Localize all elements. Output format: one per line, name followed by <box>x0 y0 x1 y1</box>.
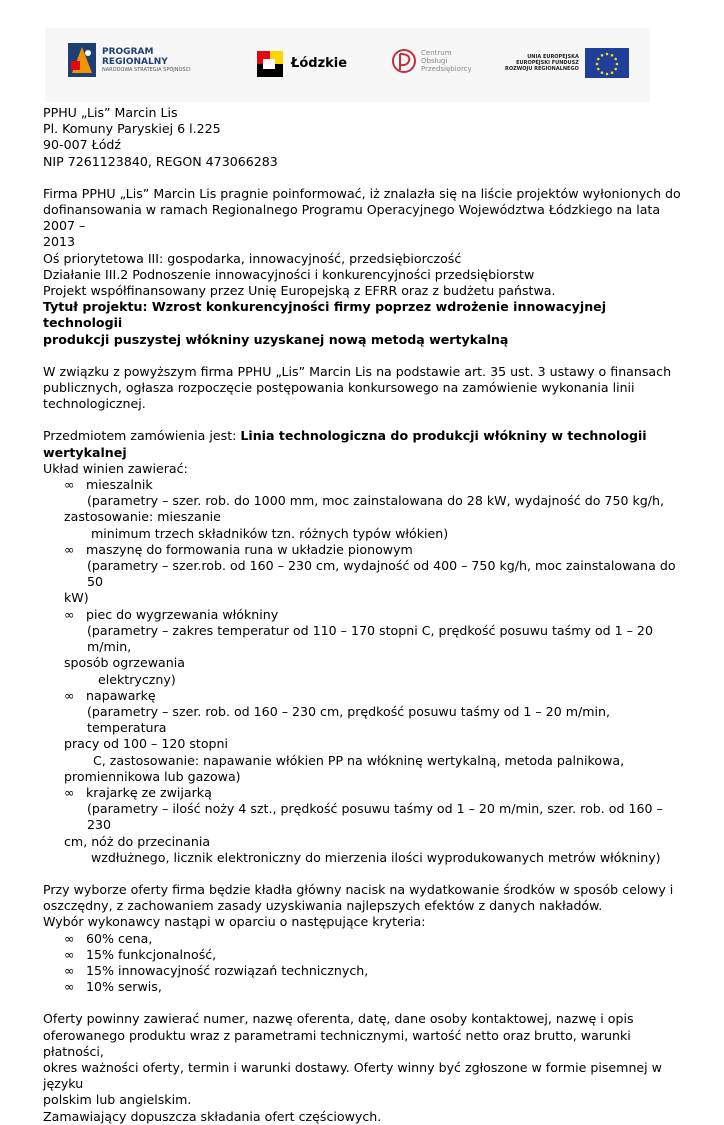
address-line: PPHU „Lis” Marcin Lis <box>43 105 178 120</box>
bullet-icon: ∞ <box>64 979 75 995</box>
cofinancing: Projekt współfinansowany przez Unię Europejską z EFRR oraz z budżetu państwa. <box>43 283 556 299</box>
item-params: wzdłużnego, licznik elektroniczny do mierzenia ilości wyprodukowanych metrów włókniny) <box>91 849 661 865</box>
offers-line: Zamawiający dopuszcza składania ofert częściowych. <box>43 1108 382 1124</box>
cop-line-3: Przedsiębiorcy <box>421 65 472 73</box>
offers-line: oferowanego produktu wraz z parametrami technicznymi, wartość netto oraz brutto, warunki płatności, <box>43 1027 631 1059</box>
item-params: (parametry – zakres temperatur od 110 – 170 stopni C, prędkość posuwu taśmy od 1 – 20 m/min, <box>87 622 653 655</box>
cop-line-2: Obsługi <box>421 57 448 65</box>
item-params: kW) <box>64 590 89 606</box>
item-params: promiennikowa lub gazowa) <box>64 768 241 784</box>
priority-axis: Oś priorytetowa III: gospodarka, innowacyjność, przedsiębiorczość <box>43 250 462 266</box>
list-item <box>43 542 683 558</box>
criterion-label: 15% funkcjonalność, <box>86 946 217 962</box>
lodzkie-logo <box>257 51 347 77</box>
item-params: C, zastosowanie: napawanie włókien PP na włókninę wertykalną, metoda palnikowa, <box>93 752 625 768</box>
list-item <box>43 785 683 801</box>
cop-line-1: Centrum <box>421 49 452 57</box>
bullet-icon: ∞ <box>64 946 75 962</box>
bullet-icon: ∞ <box>64 930 75 946</box>
project-title-cont: produkcji puszystej włókniny uzyskanej nową metodą wertykalną <box>43 331 509 347</box>
list-item <box>43 477 683 493</box>
subject-bold: Linia technologiczna do produkcji włókniny w technologii <box>240 428 647 444</box>
address-line: 90-007 Łódź <box>43 137 121 153</box>
notice-line: W związku z powyższym firma PPHU „Lis” Marcin Lis na podstawie art. 35 ust. 3 ustawy o finansach <box>43 363 672 379</box>
intro-block <box>43 186 683 348</box>
selection-line: Przy wyborze oferty firma będzie kładła główny nacisk na wydatkowanie środków w sposób celowy i <box>43 881 674 897</box>
criterion-label: 15% innowacyjność rozwiązań technicznych, <box>86 962 369 978</box>
subject-block <box>43 428 683 865</box>
bullet-icon: ∞ <box>64 606 75 622</box>
bullet-icon: ∞ <box>64 784 75 800</box>
item-params: zastosowanie: mieszanie <box>64 509 221 525</box>
criterion-label: 10% serwis, <box>86 979 162 995</box>
offers-line: okres ważności oferty, termin i warunki dostawy. Oferty winny być zgłoszone w formie pisemnej w języku <box>43 1059 662 1092</box>
subject-line <box>43 428 683 444</box>
item-params: (parametry – szer.rob. od 160 – 230 cm, wydajność od 400 – 750 kg/h, moc zainstalowana do 50 <box>87 558 676 590</box>
selection-line: oszczędny, z zachowaniem zasady uzyskiwania najlepszych efektów z danych nakładów. <box>43 898 603 914</box>
program-regionalny-icon <box>68 43 96 77</box>
document-body <box>43 105 683 1125</box>
item-params: (parametry – szer. rob. od 160 – 230 cm, prędkość posuwu taśmy od 1 – 20 m/min, temperatura <box>87 703 610 736</box>
selection-block <box>43 882 683 995</box>
ue-line-3: ROZWOJU REGIONALNEGO <box>505 66 579 72</box>
address-block <box>43 105 683 170</box>
bullet-icon: ∞ <box>64 687 75 703</box>
intro-line: Firma PPHU „Lis” Marcin Lis pragnie poinformować, iż znalazła się na liście projektów wyłonionych do <box>43 185 681 201</box>
item-params: (parametry – szer. rob. do 1000 mm, moc zainstalowana do 28 kW, wydajność do 750 kg/h, <box>87 493 664 509</box>
eu-flag-icon <box>585 48 629 78</box>
item-params: (parametry – ilość noży 4 szt., prędkość posuwu taśmy od 1 – 20 m/min, szer. rob. od 160 – 230 <box>87 801 663 833</box>
ue-line-2: EUROPEJSKI FUNDUSZ <box>516 60 579 66</box>
unia-europejska-logo <box>505 48 629 78</box>
item-params: minimum trzech składników tzn. różnych typów włókien) <box>91 525 449 541</box>
offers-block <box>43 1011 683 1124</box>
list-item <box>43 607 683 623</box>
bullet-icon: ∞ <box>64 541 75 557</box>
logo-bar <box>45 28 650 102</box>
intro-line: 2013 <box>43 234 76 250</box>
ue-line-1: UNIA EUROPEJSKA <box>527 54 579 60</box>
address-line: NIP 7261123840, REGON 473066283 <box>43 153 278 169</box>
criterion-item <box>43 947 683 963</box>
list-item <box>43 688 683 704</box>
item-params: cm, nóż do przecinania <box>64 833 211 849</box>
item-label: maszynę do formowania runa w układzie pionowym <box>86 541 413 557</box>
system-intro: Układ winien zawierać: <box>43 460 188 476</box>
intro-line: dofinansowania w ramach Regionalnego Programu Operacyjnego Województwa Łódzkiego na lata 2007 – <box>43 202 661 234</box>
notice-block <box>43 364 683 413</box>
item-params: pracy od 100 – 120 stopni <box>64 736 229 752</box>
centrum-obslugi-icon <box>391 46 417 76</box>
item-params: sposób ogrzewania <box>64 655 185 671</box>
address-line: Pl. Komuny Paryskiej 6 l.225 <box>43 121 221 137</box>
selection-line: Wybór wykonawcy nastąpi w oparciu o następujące kryteria: <box>43 914 426 930</box>
item-params: elektryczny) <box>98 671 176 687</box>
bullet-icon: ∞ <box>64 477 75 493</box>
pr-sub: NARODOWA STRATEGIA SPÓJNOŚCI <box>102 66 191 73</box>
offers-line: polskim lub angielskim. <box>43 1092 192 1108</box>
lodzkie-text: Łódzkie <box>291 55 348 71</box>
project-title: Tytuł projektu: Wzrost konkurencyjności firmy poprzez wdrożenie innowacyjnej technologii <box>43 299 607 331</box>
offers-line: Oferty powinny zawierać numer, nazwę oferenta, datę, dane osoby kontaktowej, nazwę i opis <box>43 1011 634 1027</box>
centrum-obslugi-logo <box>391 46 472 76</box>
criterion-item <box>43 931 683 947</box>
pr-line-1: PROGRAM <box>102 46 154 57</box>
item-label: piec do wygrzewania włókniny <box>86 606 279 622</box>
criterion-item <box>43 963 683 979</box>
criterion-label: 60% cena, <box>86 930 153 946</box>
notice-line: publicznych, ogłasza rozpoczęcie postępowania konkursowego na zamówienie wykonania linii <box>43 380 635 396</box>
subject-bold-cont: wertykalnej <box>43 444 127 460</box>
criterion-item <box>43 979 683 995</box>
measure: Działanie III.2 Podnoszenie innowacyjności i konkurencyjności przedsiębiorstw <box>43 266 535 282</box>
item-label: krajarkę ze zwijarką <box>86 784 212 800</box>
item-label: mieszalnik <box>86 477 153 493</box>
pr-line-2: REGIONALNY <box>102 56 168 67</box>
lodzkie-icon <box>257 51 283 77</box>
item-label: napawarkę <box>86 687 156 703</box>
bullet-icon: ∞ <box>64 962 75 978</box>
notice-line: technologicznej. <box>43 396 146 412</box>
program-regionalny-logo <box>68 43 191 77</box>
subject-prefix: Przedmiotem zamówienia jest: <box>43 428 241 444</box>
